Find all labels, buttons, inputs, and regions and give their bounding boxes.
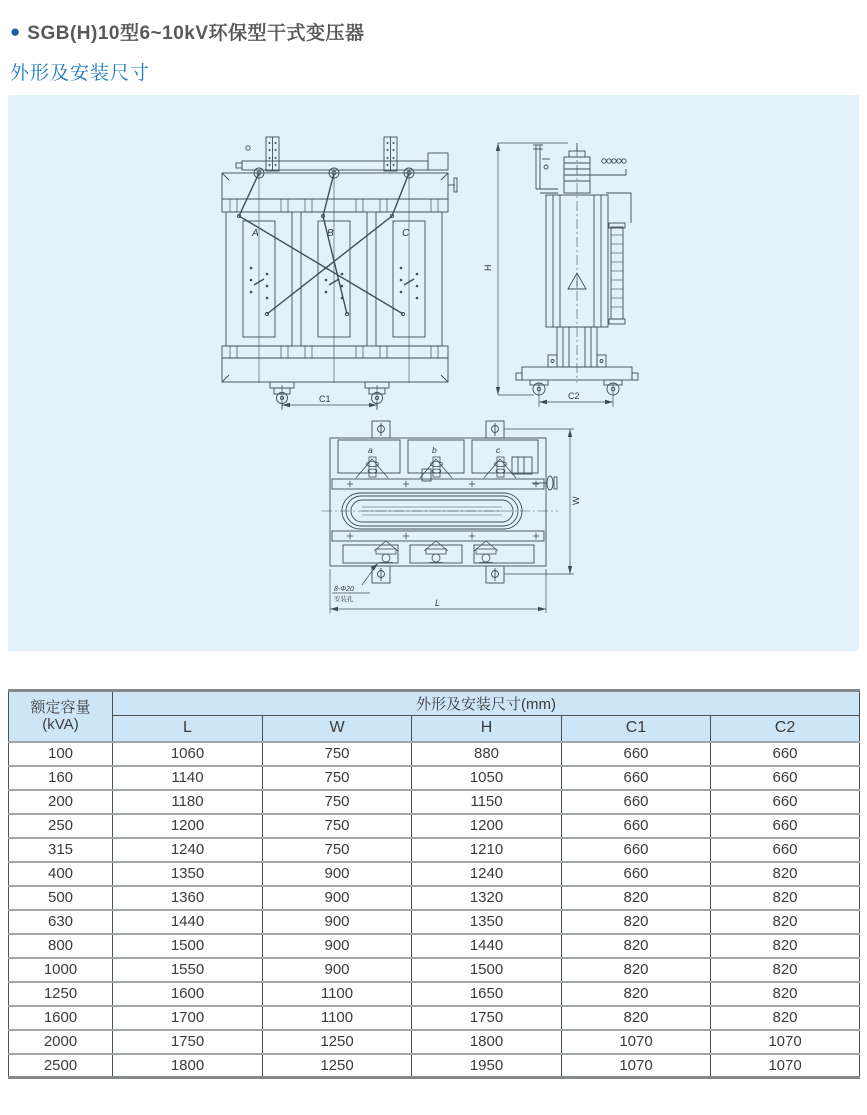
table-cell: 1140 (113, 766, 263, 790)
table-header-row-1 (9, 691, 860, 716)
table-cell: 660 (711, 838, 860, 862)
table-cell: 660 (711, 766, 860, 790)
table-cell: 1060 (113, 742, 263, 766)
table-cell: 160 (9, 766, 113, 790)
table-cell: 820 (562, 958, 711, 982)
top-view-drawing (318, 417, 588, 622)
dimensions-table (8, 689, 860, 1079)
table-cell: 820 (711, 910, 860, 934)
table-body (9, 742, 860, 1078)
table-cell: 660 (562, 838, 711, 862)
phase-label-a: A (252, 228, 259, 239)
table-cell: 1600 (113, 982, 263, 1006)
table-cell: 400 (9, 862, 113, 886)
table-cell: 750 (263, 790, 412, 814)
table-cell: 1070 (562, 1030, 711, 1054)
table-row (9, 1006, 860, 1030)
table-row (9, 1030, 860, 1054)
col-header-h: H (412, 716, 562, 742)
table-cell: 1100 (263, 982, 412, 1006)
col-header-capacity (9, 691, 113, 742)
table-cell: 660 (562, 742, 711, 766)
table-cell: 660 (562, 790, 711, 814)
table-cell: 1800 (412, 1030, 562, 1054)
col-header-w: W (263, 716, 412, 742)
bushing-label-a: a (368, 445, 373, 455)
table-cell: 1070 (711, 1054, 860, 1078)
dim-h-label: H (483, 264, 493, 271)
mounting-hole-note: 8-Φ20 (334, 586, 354, 593)
table-row (9, 910, 860, 934)
table-cell: 660 (711, 790, 860, 814)
table-cell: 750 (263, 814, 412, 838)
table-cell: 1200 (412, 814, 562, 838)
table-cell: 820 (711, 958, 860, 982)
table-cell: 1950 (412, 1054, 562, 1078)
table-row (9, 934, 860, 958)
dim-c1-label: C1 (319, 394, 331, 404)
table-cell: 630 (9, 910, 113, 934)
bushing-label-c: c (496, 445, 501, 455)
table-cell: 750 (263, 766, 412, 790)
dim-l-label: L (435, 598, 441, 608)
mounting-hole-note-2: 安装孔 (334, 596, 354, 603)
phase-label-b: B (327, 228, 334, 239)
page-title-row (10, 18, 365, 45)
table-cell: 1200 (113, 814, 263, 838)
table-cell: 1440 (412, 934, 562, 958)
table-cell: 1320 (412, 886, 562, 910)
table-cell: 100 (9, 742, 113, 766)
capacity-header-line2: (kVA) (42, 716, 79, 734)
table-header-row-2 (9, 716, 860, 742)
table-cell: 900 (263, 910, 412, 934)
table-cell: 1250 (9, 982, 113, 1006)
table-cell: 820 (711, 886, 860, 910)
table-cell: 1240 (412, 862, 562, 886)
table-cell: 250 (9, 814, 113, 838)
table-cell: 200 (9, 790, 113, 814)
table-cell: 1050 (412, 766, 562, 790)
col-header-l: L (113, 716, 263, 742)
table-cell: 880 (412, 742, 562, 766)
dim-c2-label: C2 (568, 391, 580, 401)
table-cell: 820 (562, 886, 711, 910)
table-cell: 1550 (113, 958, 263, 982)
table-row (9, 742, 860, 766)
table-cell: 750 (263, 838, 412, 862)
table-cell: 820 (562, 910, 711, 934)
table-cell: 1500 (113, 934, 263, 958)
side-view-drawing (476, 131, 676, 409)
bushing-label-b: b (432, 445, 437, 455)
table-cell: 750 (263, 742, 412, 766)
table-cell: 820 (711, 982, 860, 1006)
col-header-c2: C2 (711, 716, 860, 742)
table-cell: 1650 (412, 982, 562, 1006)
table-cell: 820 (711, 862, 860, 886)
table-row (9, 886, 860, 910)
table-cell: 1000 (9, 958, 113, 982)
table-cell: 315 (9, 838, 113, 862)
table-cell: 1070 (711, 1030, 860, 1054)
table-row (9, 766, 860, 790)
table-cell: 1350 (412, 910, 562, 934)
table-row (9, 862, 860, 886)
table-cell: 500 (9, 886, 113, 910)
table-cell: 1500 (412, 958, 562, 982)
table-cell: 660 (562, 814, 711, 838)
phase-label-c: C (402, 228, 410, 239)
table-cell: 1750 (113, 1030, 263, 1054)
table-cell: 900 (263, 934, 412, 958)
table-cell: 1350 (113, 862, 263, 886)
table-cell: 900 (263, 958, 412, 982)
table-cell: 1070 (562, 1054, 711, 1078)
table-cell: 1750 (412, 1006, 562, 1030)
table-cell: 1150 (412, 790, 562, 814)
table-cell: 1240 (113, 838, 263, 862)
table-cell: 1180 (113, 790, 263, 814)
table-cell: 1600 (9, 1006, 113, 1030)
drawing-panel (8, 95, 859, 651)
table-cell: 1250 (263, 1030, 412, 1054)
table-cell: 660 (711, 742, 860, 766)
table-row (9, 838, 860, 862)
section-heading: 外形及安装尺寸 (10, 63, 151, 84)
table-cell: 820 (562, 982, 711, 1006)
table-cell: 820 (562, 934, 711, 958)
table-row (9, 790, 860, 814)
table-cell: 820 (711, 934, 860, 958)
capacity-header-line1: 额定容量 (30, 698, 91, 716)
table-cell: 660 (711, 814, 860, 838)
col-header-c1: C1 (562, 716, 711, 742)
table-cell: 1100 (263, 1006, 412, 1030)
table-cell: 660 (562, 766, 711, 790)
page-title: SGB(H)10型6~10kV环保型干式变压器 (27, 23, 365, 44)
table-cell: 900 (263, 862, 412, 886)
table-cell: 2000 (9, 1030, 113, 1054)
table-cell: 800 (9, 934, 113, 958)
table-row (9, 982, 860, 1006)
front-view-drawing (214, 133, 460, 411)
table-cell: 1700 (113, 1006, 263, 1030)
table-cell: 1250 (263, 1054, 412, 1078)
col-group-header: 外形及安装尺寸(mm) (113, 691, 860, 716)
table-cell: 1360 (113, 886, 263, 910)
dim-w-label: W (571, 496, 581, 505)
table-row (9, 814, 860, 838)
table-cell: 660 (562, 862, 711, 886)
table-cell: 900 (263, 886, 412, 910)
table-cell: 820 (711, 1006, 860, 1030)
table-row (9, 958, 860, 982)
table-cell: 1800 (113, 1054, 263, 1078)
table-row (9, 1054, 860, 1078)
bullet-icon: ● (10, 22, 21, 41)
table-cell: 1210 (412, 838, 562, 862)
table-cell: 2500 (9, 1054, 113, 1078)
table-cell: 820 (562, 1006, 711, 1030)
table-cell: 1440 (113, 910, 263, 934)
